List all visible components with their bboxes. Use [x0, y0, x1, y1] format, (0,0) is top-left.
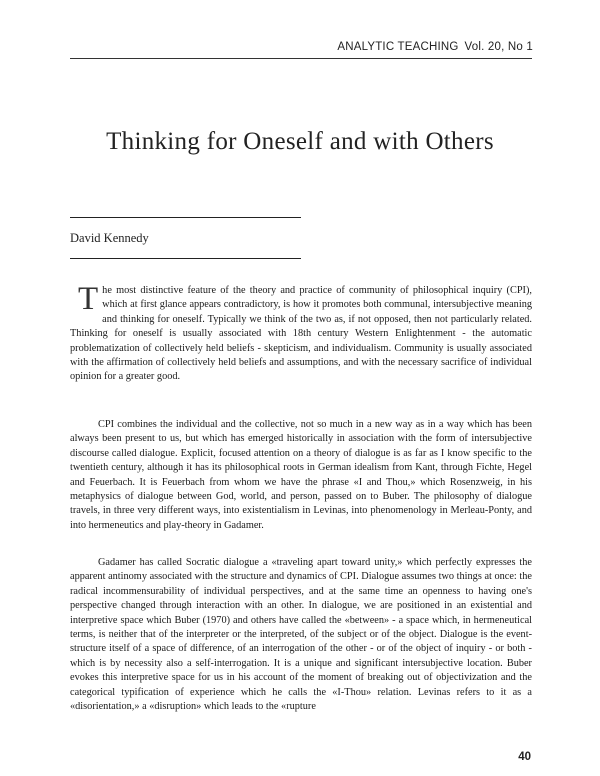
- article-author: David Kennedy: [70, 231, 149, 245]
- paragraph-2: CPI combines the individual and the collective, not so much in a new way as in a way which has been always been present to us, but which has emerged historically in association with the form of intersubjective discourse called dialogue. Explicit, focused attention on a theory of dialogue is as far as I know specific to the twentieth century, although it has its philosophical roots in German idealism from Kant, through Fichte, Hegel and Feuerbach. It is Feuerbach from whom we have the phrase «I and Thou,» which Rosenzweig, in his metaphysics of dialogue between God, world, and person, passed on to Buber. The philosophy of dialogue travels, in three very different ways, into existentialism in Levinas, into phenomenology in Merleau-Ponty, and into hermeneutics and play-theory in Gadamer.: [70, 419, 532, 531]
- journal-name: ANALYTIC TEACHING: [337, 41, 459, 53]
- journal-volume: Vol. 20, No 1: [464, 41, 533, 53]
- author-rule-top: [70, 217, 301, 218]
- drop-cap: T: [78, 281, 99, 317]
- paragraph-3: Gadamer has called Socratic dialogue a «traveling apart toward unity,» which perfectly expresses the apparent antinomy associated with the structure and dynamics of CPI. Dialogue assumes two things at once: the radical incommensurability of individual perspectives, and at the same time an openness to having one's perspective changed through interaction with an other. In dialogue, we are positioned in an existential and interpretive space which Buber (1970) and others have called the «between» - a space which, in hermeneutical terms, is neither that of the interpreter or the interpreted, of the subject or of the object. Dialogue is the event-structure itself of a space of difference, of an interrogation of the other - or of the object of inquiry - or both - which is by necessity also a self-interrogation. It is a unique and significant intersubjective location. Buber evokes this interpretive space for us in his account of the moment of breaking out of objectivization and the categorical typification of experience which he calls the «I-Thou» relation. Levinas refers to it as a «disorientation,» a «disruption» which leads to the «rupture: [70, 557, 532, 713]
- page-number: 40: [518, 751, 531, 763]
- author-rule-bottom: [70, 258, 301, 259]
- header-rule: [70, 58, 532, 59]
- article-title: Thinking for Oneself and with Others: [106, 128, 494, 155]
- paragraph-1: [70, 281, 532, 385]
- running-head: [337, 41, 533, 53]
- paragraph-1-text: he most distinctive feature of the theory and practice of community of philosophical inquiry (CPI), which at first glance appears contradictory, is how it promotes both communal, intersubjective meaning and thinking for oneself. Typically we think of the two as, if not opposed, then not particularly related. Thinking for oneself is usually associated with 18th century Western Enlightenment - the automatic problematization of collectively held beliefs - skepticism, and individualism. Community is usually associated with the affirmation of collectively held beliefs and assumptions, and with the necessary sacrifice of individual opinion for a greater good.: [70, 285, 532, 383]
